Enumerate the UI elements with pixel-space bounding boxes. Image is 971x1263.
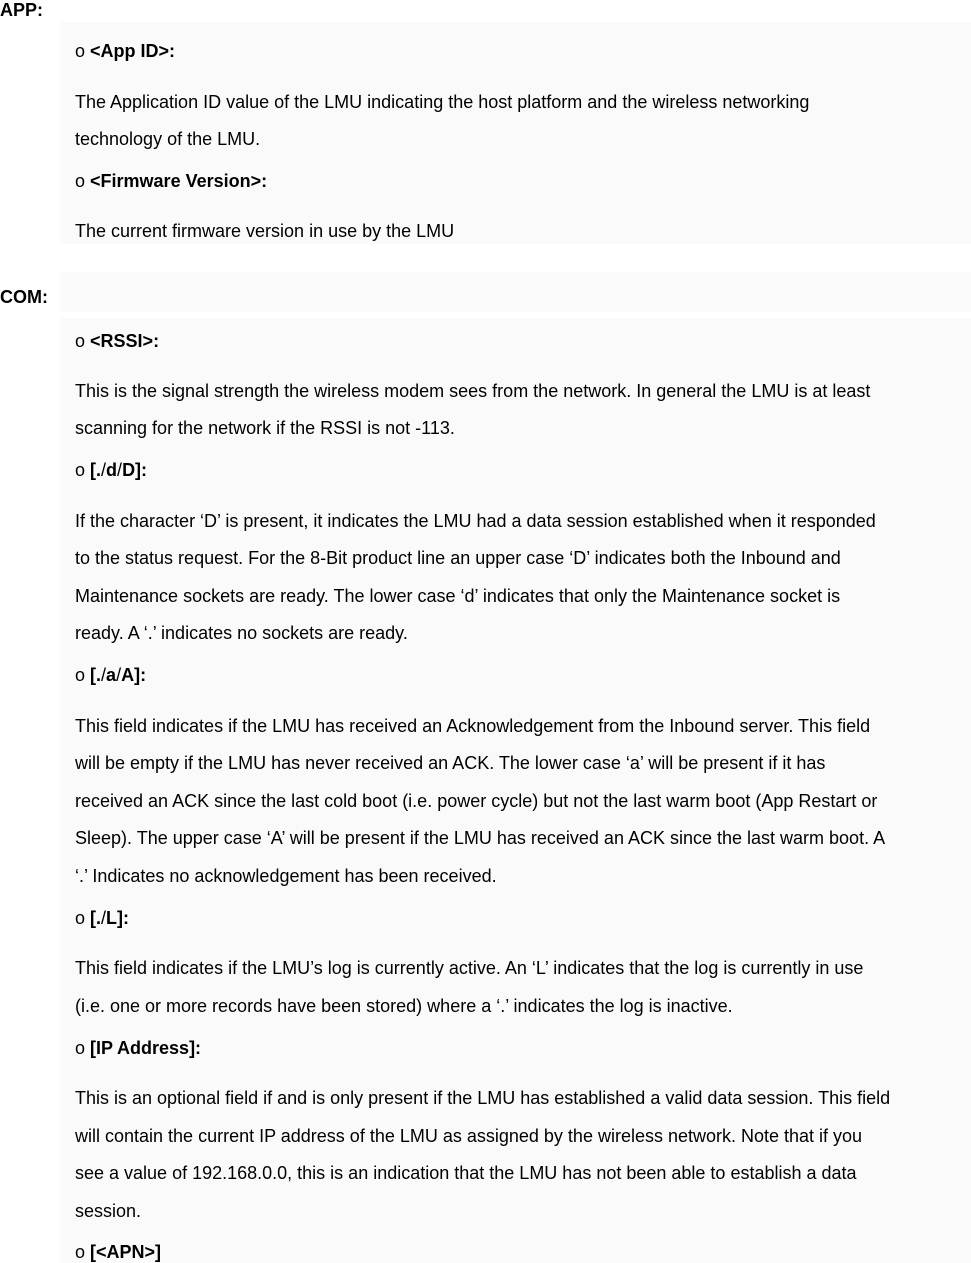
field-name-part: a bbox=[106, 665, 117, 685]
field-desc-line: (i.e. one or more records have been stored) where a ‘.’ indicates the log is inactive. bbox=[75, 996, 733, 1016]
field-desc-line: to the status request. For the 8-Bit product line an upper case ‘D’ indicates both the Inbound and bbox=[75, 548, 841, 568]
field-bullet: o bbox=[75, 331, 86, 351]
field-app-id bbox=[75, 40, 175, 62]
field-name: <RSSI>: bbox=[90, 331, 160, 351]
field-name-separator: / bbox=[101, 908, 107, 928]
field-name-part: [. bbox=[90, 908, 102, 928]
field-bullet: o bbox=[75, 41, 86, 61]
field-data-session bbox=[75, 459, 147, 481]
field-bullet: o bbox=[75, 1242, 86, 1262]
field-desc-line: Sleep). The upper case ‘A’ will be present if the LMU has received an ACK since the last warm boot. A bbox=[75, 828, 886, 848]
field-desc-line: This field indicates if the LMU’s log is currently active. An ‘L’ indicates that the log is currently in use bbox=[75, 958, 864, 978]
field-desc-line: This is an optional field if and is only present if the LMU has established a valid data session. This field bbox=[75, 1088, 891, 1108]
field-name: <App ID>: bbox=[90, 41, 176, 61]
field-name-part: d bbox=[106, 460, 118, 480]
field-bullet: o bbox=[75, 171, 86, 191]
field-desc-line: ‘.’ Indicates no acknowledgement has been received. bbox=[75, 866, 497, 886]
field-name-separator: / bbox=[101, 460, 107, 480]
field-name-separator: / bbox=[117, 460, 123, 480]
field-rssi bbox=[75, 330, 159, 352]
field-desc-line: This is the signal strength the wireless modem sees from the network. In general the LMU is at least bbox=[75, 381, 871, 401]
field-desc-line: will contain the current IP address of the LMU as assigned by the wireless network. Note that if you bbox=[75, 1126, 863, 1146]
field-desc-line: received an ACK since the last cold boot (i.e. power cycle) but not the last warm boot (App Restart or bbox=[75, 791, 878, 811]
field-desc-line: scanning for the network if the RSSI is not -113. bbox=[75, 418, 455, 438]
field-bullet: o bbox=[75, 460, 86, 480]
field-bullet: o bbox=[75, 908, 86, 928]
field-desc-line: see a value of 192.168.0.0, this is an indication that the LMU has not been able to establish a data bbox=[75, 1163, 857, 1183]
field-bullet: o bbox=[75, 665, 86, 685]
field-name-separator: / bbox=[101, 665, 107, 685]
field-name-part: [. bbox=[90, 460, 102, 480]
field-bullet: o bbox=[75, 1038, 86, 1058]
field-name: [IP Address]: bbox=[90, 1038, 202, 1058]
field-desc-line: The current firmware version in use by the LMU bbox=[75, 221, 455, 241]
field-desc-line: will be empty if the LMU has never received an ACK. The lower case ‘a’ will be present if it has bbox=[75, 753, 826, 773]
field-apn bbox=[75, 1241, 161, 1263]
field-name-part: A]: bbox=[121, 665, 147, 685]
field-name-part: L]: bbox=[106, 908, 130, 928]
field-desc-line: This field indicates if the LMU has received an Acknowledgement from the Inbound server. This field bbox=[75, 716, 871, 736]
field-desc-line: If the character ‘D’ is present, it indicates the LMU had a data session established when it responded bbox=[75, 511, 876, 531]
field-desc-line: The Application ID value of the LMU indicating the host platform and the wireless networking bbox=[75, 92, 810, 112]
field-desc-line: session. bbox=[75, 1201, 142, 1221]
field-name-part: D]: bbox=[122, 460, 148, 480]
field-ip-address bbox=[75, 1037, 201, 1059]
com-header-band bbox=[60, 272, 971, 312]
section-label-app: APP: bbox=[0, 0, 44, 20]
field-firmware-version bbox=[75, 170, 267, 192]
field-desc-line: Maintenance sockets are ready. The lower case ‘d’ indicates that only the Maintenance socket is bbox=[75, 586, 841, 606]
field-name: <Firmware Version>: bbox=[90, 171, 268, 191]
section-label-com: COM: bbox=[0, 287, 48, 307]
field-desc-line: technology of the LMU. bbox=[75, 129, 261, 149]
field-name-separator: / bbox=[116, 665, 122, 685]
field-log bbox=[75, 907, 129, 929]
field-name-part: [. bbox=[90, 665, 102, 685]
field-name: [<APN>] bbox=[90, 1242, 162, 1262]
field-desc-line: ready. A ‘.’ indicates no sockets are ready. bbox=[75, 623, 408, 643]
field-ack bbox=[75, 664, 146, 686]
